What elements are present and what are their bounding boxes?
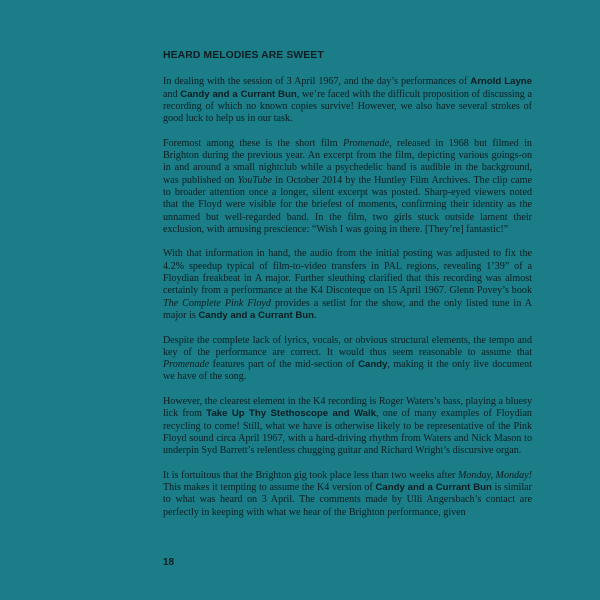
text-run: With that information in hand, the audio from the initial posting was adjusted to fix the 4.2% speedup typical of film-to-video transfers in PAL regions, revealing 1’39” of a Floydian freakbeat in A major. Further sleuthing clarified that this recording was almost certainly from a performance at the K4 Discoteque on 15 April 1967. Glenn Povey’s book bbox=[163, 248, 532, 297]
section-heading: HEARD MELODIES ARE SWEET bbox=[163, 50, 324, 61]
song-title: Candy and a Currant Bun bbox=[198, 309, 314, 321]
text-run: , released in 1968 but filmed in Brighton during the previous year. An excerpt from the film, depicting various goings-on in and around a small nightclub while a psychedelic band is audible in the background, was published on bbox=[163, 137, 532, 186]
song-title: Take Up Thy Stethoscope and Walk bbox=[206, 408, 377, 420]
song-title: Candy and a Currant Bun bbox=[180, 88, 297, 100]
paragraph-6 bbox=[163, 470, 532, 519]
paragraph-2 bbox=[163, 138, 532, 236]
song-title: Candy and a Currant Bun bbox=[375, 482, 492, 494]
text-run: . bbox=[314, 309, 317, 321]
text-run: is similar to what was heard on 3 April. The comments made by Ulli Angersbach’s contact are perfectly in keeping with what we hear of the Brighton performance, given bbox=[163, 482, 532, 518]
text-run: This makes it tempting to assume the K4 version of bbox=[163, 482, 376, 494]
song-title: Arnold Layne bbox=[470, 76, 532, 88]
text-run: Despite the complete lack of lyrics, vocals, or obvious structural elements, the tempo and key of the performance are correct. It would thus seem reasonable to assume that bbox=[163, 334, 532, 358]
paragraph-3 bbox=[163, 248, 532, 322]
text-column bbox=[163, 50, 532, 531]
text-run: Foremost among these is the short film bbox=[163, 137, 343, 149]
paragraph-1 bbox=[163, 76, 532, 125]
text-run: provides a setlist for the show, and the only listed tune in A major is bbox=[163, 297, 532, 321]
paragraph-4 bbox=[163, 335, 532, 384]
text-run: , we’re faced with the difficult proposition of discussing a recording of which no known copies survive! However, we also have several strokes of good luck to help us in our task. bbox=[163, 88, 532, 125]
paragraph-5 bbox=[163, 396, 532, 457]
text-run: In dealing with the session of 3 April 1967, and the day’s performances of bbox=[163, 76, 471, 88]
song-title: Candy bbox=[358, 359, 388, 371]
text-run: and bbox=[163, 88, 181, 100]
text-run: features part of the mid-section of bbox=[209, 359, 359, 371]
platform-name: YouTube bbox=[237, 174, 273, 186]
text-run: However, the clearest element in the K4 recording is Roger Waters’s bass, playing a bluesy lick from bbox=[163, 396, 532, 420]
page-number: 18 bbox=[163, 557, 175, 568]
film-title: Promenade bbox=[163, 359, 210, 371]
text-run: It is fortuitous that the Brighton gig took place less than two weeks after bbox=[163, 469, 458, 481]
book-title: The Complete Pink Floyd bbox=[163, 297, 271, 309]
text-run: , one of many examples of Floydian recycling to come! Still, what we have is otherwise likely to be representative of the Pink Floyd sound circa April 1967, with a hard-driving rhythm from Waters and Nick Mason to underpin Syd Barrett’s relentless chugging guitar and Richard Wright’s discursive organ. bbox=[163, 408, 532, 457]
text-run: in October 2014 by the Huntley Film Archives. The clip came to broader attention once a longer, silent excerpt was posted. Sharp-eyed viewers noted that the Floyd were visible for the briefest of moments, confirming their identity as the unnamed but well-regarded band. In the film, two girls stuck outside lament their exclusion, with amusing prescience: “Wish I was going in there. [They’re] fantastic!” bbox=[163, 174, 532, 235]
text-run: , making it the only live document we have of the song. bbox=[163, 359, 533, 383]
film-title: Promenade bbox=[342, 137, 390, 149]
film-title: Monday, Monday! bbox=[457, 469, 532, 481]
